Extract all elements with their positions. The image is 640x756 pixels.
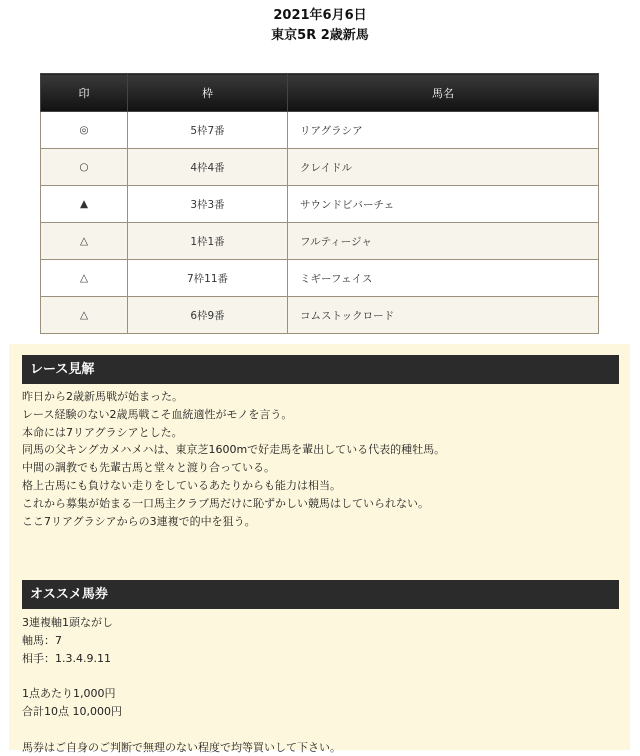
header-gate: 枠: [128, 74, 288, 112]
prediction-table: [40, 73, 599, 334]
page-header: [0, 0, 640, 46]
analysis-line: 中間の調教でも先輩古馬と堂々と渡り合っている。: [22, 461, 275, 475]
ticket-axis: 軸馬：7: [22, 633, 62, 647]
analysis-line: これから募集が始まる一口馬主クラブ馬だけに恥ずかしい競馬はしていられない。: [22, 496, 429, 510]
mark-cell: ◎: [41, 112, 128, 149]
ticket-partners: 相手：1.3.4.9.11: [22, 651, 111, 665]
gate-cell: 7枠11番: [128, 260, 288, 297]
analysis-title: レース見解: [22, 355, 619, 384]
gate-cell: 6枠9番: [128, 297, 288, 334]
horse-cell: リアグラシア: [288, 112, 599, 149]
gate-cell: 3枠3番: [128, 186, 288, 223]
table-header-row: [41, 74, 599, 112]
analysis-line: 同馬の父キングカメハメハは、東京芝1600mで好走馬を輩出している代表的種牡馬。: [22, 443, 446, 457]
table-row: [41, 260, 599, 297]
ticket-title: オススメ馬券: [22, 580, 619, 609]
analysis-line: 格上古馬にも負けない走りをしているあたりからも能力は相当。: [22, 478, 341, 492]
race-date: 2021年6月6日: [273, 8, 367, 23]
gate-cell: 1枠1番: [128, 223, 288, 260]
analysis-line: 昨日から2歳新馬戦が始まった。: [22, 390, 183, 403]
content-panel: [9, 344, 630, 754]
table-row: [41, 149, 599, 186]
ticket-body: [22, 614, 619, 756]
table-row: [41, 297, 599, 334]
header-mark: 印: [41, 74, 128, 112]
race-title: 東京5R 2歳新馬: [271, 28, 369, 43]
mark-cell: ○: [41, 149, 128, 186]
analysis-body: [22, 388, 619, 530]
mark-cell: △: [41, 223, 128, 260]
ticket-per-point: 1点あたり1,000円: [22, 687, 116, 701]
mark-cell: △: [41, 260, 128, 297]
analysis-line: レース経験のない2歳馬戦こそ血統適性がモノを言う。: [22, 407, 293, 421]
analysis-line: 本命には7リアグラシアとした。: [22, 425, 183, 439]
horse-cell: クレイドル: [288, 149, 599, 186]
mark-cell: △: [41, 297, 128, 334]
table-row: [41, 186, 599, 223]
ticket-note: 馬券はご自身のご判断で無理のない程度で均等買いして下さい。: [22, 740, 341, 754]
ticket-type: 3連複軸1頭ながし: [22, 616, 113, 629]
header-horse: 馬名: [288, 74, 599, 112]
gate-cell: 5枠7番: [128, 112, 288, 149]
horse-cell: フルティージャ: [288, 223, 599, 260]
analysis-line: ここ7リアグラシアからの3連複で的中を狙う。: [22, 514, 256, 528]
horse-cell: ミギーフェイス: [288, 260, 599, 297]
gate-cell: 4枠4番: [128, 149, 288, 186]
ticket-total: 合計10点 10,000円: [22, 704, 122, 718]
mark-cell: ▲: [41, 186, 128, 223]
horse-cell: サウンドビバーチェ: [288, 186, 599, 223]
table-row: [41, 223, 599, 260]
table-row: [41, 112, 599, 149]
horse-cell: コムストックロード: [288, 297, 599, 334]
